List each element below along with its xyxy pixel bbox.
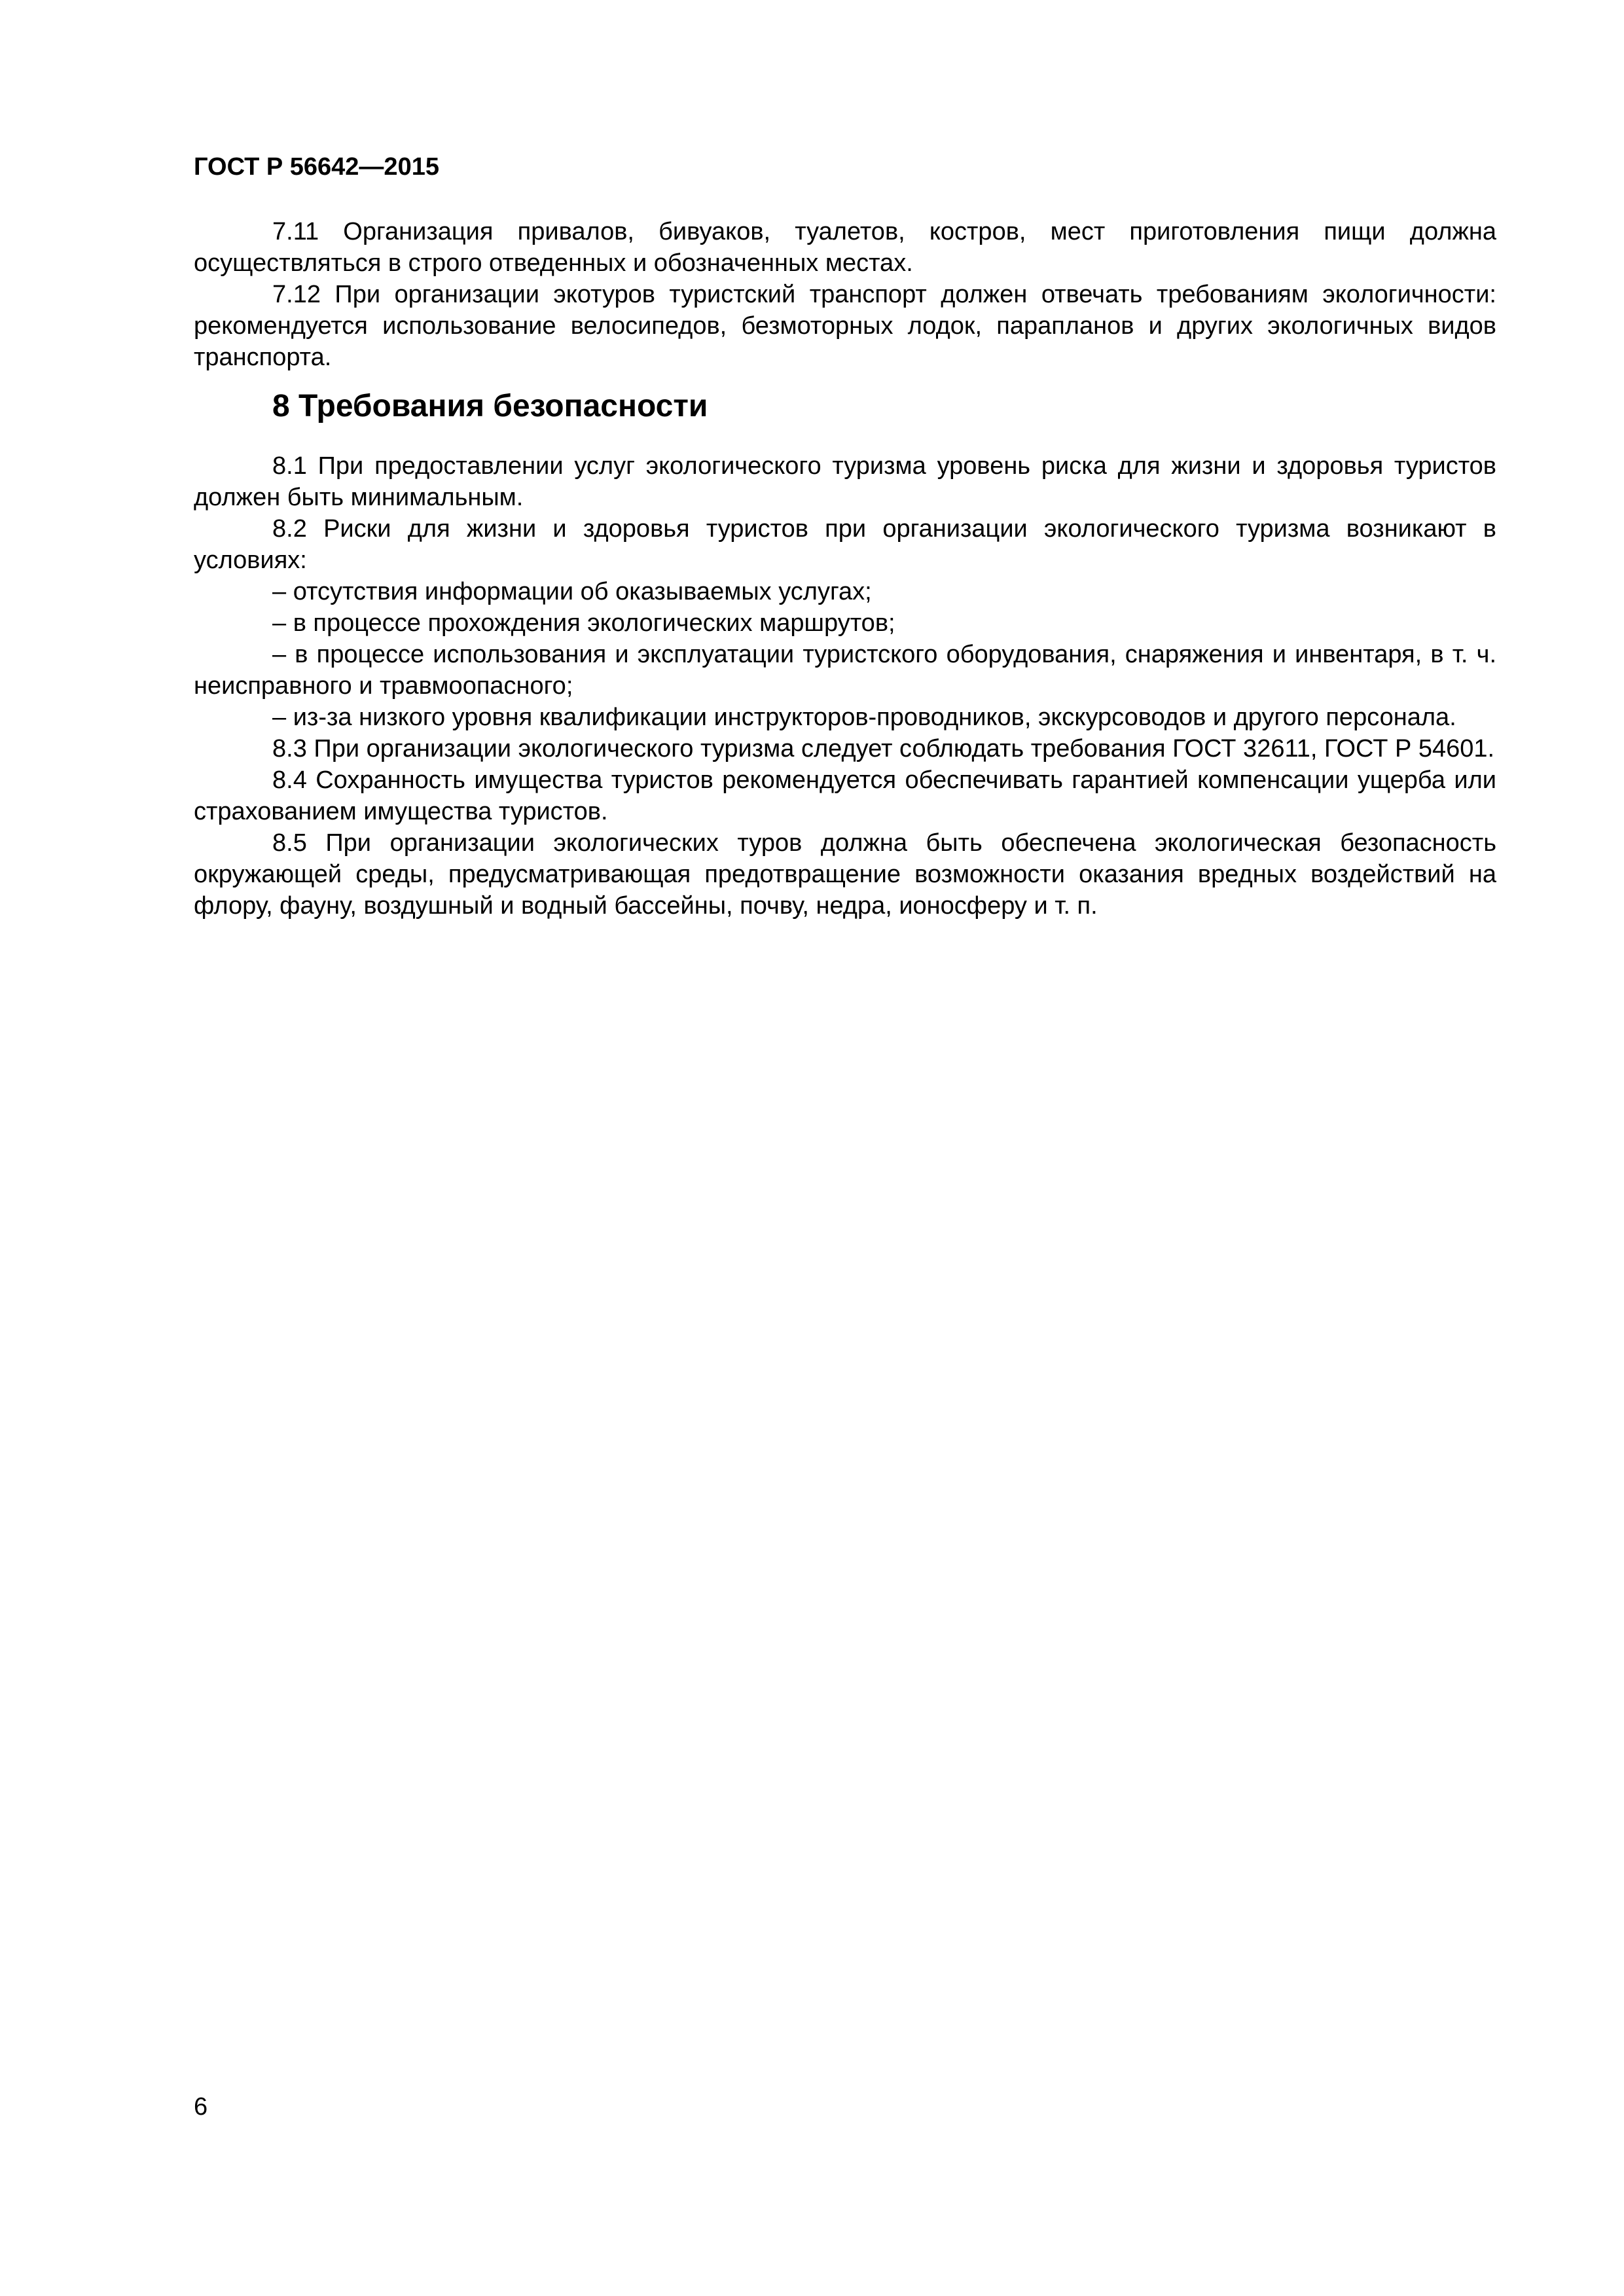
paragraph-8-4: 8.4 Сохранность имущества туристов рекомендуется обеспечивать гарантией компенсации ущерба или страхованием имущества туристов. [194, 766, 1496, 825]
paragraph-7-12: 7.12 При организации экотуров туристский транспорт должен отвечать требованиям экологичности: рекомендуется использование велосипедов, безмоторных лодок, парапланов и других экологичных видов транспорта. [194, 281, 1496, 371]
list-item-route-passage: – в процессе прохождения экологических маршрутов; [272, 609, 895, 637]
paragraph-8-5: 8.5 При организации экологических туров должна быть обеспечена экологическая безопасность окружающей среды, предусматривающая предотвращение возможности оказания вредных воздействий на флору, фауну, воздушный и водный бассейны, почву, недра, ионосферу и т. п. [194, 829, 1496, 920]
section-7-continuation [194, 216, 1496, 373]
list-item-equipment-use: – в процессе использования и эксплуатации туристского оборудования, снаряжения и инвентаря, в т. ч. неисправного и травмоопасного; [194, 641, 1496, 700]
paragraph-8-3: 8.3 При организации экологического туризма следует соблюдать требования ГОСТ 32611, ГОСТ Р 54601. [272, 735, 1495, 762]
page-number: 6 [194, 2093, 208, 2121]
paragraph-8-2: 8.2 Риски для жизни и здоровья туристов при организации экологического туризма возникают в условиях: [194, 515, 1496, 574]
list-item-no-information: – отсутствия информации об оказываемых услугах; [272, 578, 872, 605]
section-8-body [194, 450, 1496, 922]
document-code-header: ГОСТ Р 56642—2015 [194, 153, 439, 181]
paragraph-8-1: 8.1 При предоставлении услуг экологического туризма уровень риска для жизни и здоровья туристов должен быть минимальным. [194, 452, 1496, 511]
list-item-staff-qualification: – из-за низкого уровня квалификации инструкторов-проводников, экскурсоводов и другого персонала. [272, 704, 1456, 731]
section-8-heading: 8 Требования безопасности [272, 389, 708, 423]
paragraph-7-11: 7.11 Организация привалов, бивуаков, туалетов, костров, мест приготовления пищи должна осуществляться в строго отведенных и обозначенных местах. [194, 218, 1496, 277]
